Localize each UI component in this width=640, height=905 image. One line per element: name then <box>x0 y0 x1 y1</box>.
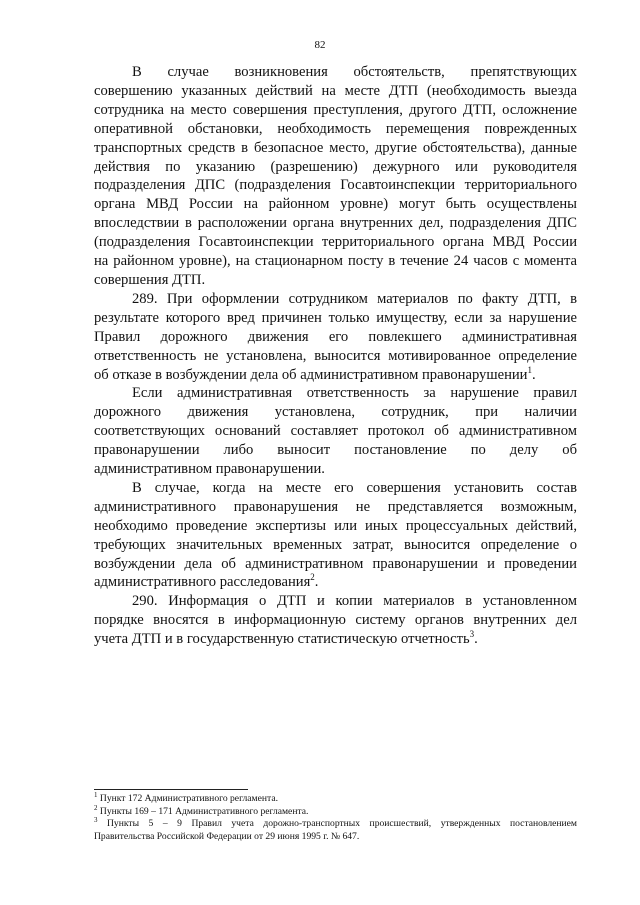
footnote-text: Пункт 172 Административного регламента. <box>97 793 278 804</box>
paragraph-line: действия по указанию (разрешению) дежурного или руководителя <box>94 158 577 175</box>
paragraph-line: транспортных средств в безопасное место, другие обстоятельства), данные <box>94 139 577 156</box>
paragraph-line: сотрудника на место совершения преступления, другого ДТП, осложнение <box>94 101 577 118</box>
paragraph-line: совершению указанных действий на месте ДТП (необходимость выезда <box>94 82 577 99</box>
paragraph-line: необходимо проведение экспертизы или иных процессуальных действий, <box>94 517 577 534</box>
paragraph-line: Правил дорожного движения его повлекшего административная <box>94 328 577 345</box>
paragraph-line-with-footnote <box>94 630 577 649</box>
footnote-reference-2[interactable]: 2 <box>310 573 315 583</box>
paragraph-line: Если административная ответственность за нарушение правил <box>132 385 577 402</box>
paragraph-line: дорожного движения установлена, сотрудник, при наличии <box>94 404 577 421</box>
paragraph-line: административном правонарушении. <box>94 461 325 478</box>
footnote-text: Пункты 5 – 9 Правил учета дорожно-транспортных происшествий, утвержденных постановлением <box>97 818 577 830</box>
paragraph-line-with-footnote <box>94 573 577 592</box>
paragraph-line: (подразделения Госавтоинспекции территориального органа МВД России <box>94 234 577 251</box>
sentence-end: . <box>314 574 319 591</box>
footnote-text: Пункты 169 – 171 Административного регламента. <box>97 805 309 817</box>
paragraph-line: порядке вносятся в информационную систему органов внутренних дел <box>94 612 577 629</box>
footnote-separator <box>94 789 248 790</box>
paragraph-290 <box>94 592 577 649</box>
footnote-1 <box>94 790 577 806</box>
paragraph-line: органа МВД России на районном уровне) могут быть осуществлены <box>94 196 577 213</box>
footnotes <box>94 790 577 843</box>
document-body <box>94 63 577 649</box>
paragraph-line: правонарушении либо выносит постановление по делу об <box>94 442 577 459</box>
paragraph-line: результате которого вред причинен только имуществу, если за нарушение <box>94 309 577 326</box>
footnote-3-continuation: Правительства Российской Федерации от 29 июня 1995 г. № 647. <box>94 830 360 842</box>
paragraph-line-text: учета ДТП и в государственную статистическую отчетность <box>94 631 470 648</box>
paragraph-line: административного правонарушения не представляется возможным, <box>94 498 577 515</box>
paragraph-line-text: об отказе в возбуждении дела об административном правонарушении <box>94 366 528 383</box>
paragraph-line: соответствующих оснований составляет протокол об административном <box>94 423 577 440</box>
footnote-mark: 2 <box>94 803 98 812</box>
paragraph-line: В случае возникновения обстоятельств, препятствующих <box>132 64 577 80</box>
footnote-3 <box>94 818 577 831</box>
paragraph-line: возбуждении дела об административном правонарушении и проведении <box>94 555 577 572</box>
paragraph-line: ответственность не установлена, выносится мотивированное определение <box>94 347 577 364</box>
paragraph-line: на районном уровне), на стационарном посту в течение 24 часов с момента <box>94 253 577 270</box>
paragraph-line: подразделения ДПС (подразделения Госавтоинспекции территориального <box>94 177 577 194</box>
paragraph-4 <box>94 479 577 592</box>
paragraph-line-with-footnote <box>94 366 577 385</box>
paragraph-line: оперативной обстановки, необходимость перемещения поврежденных <box>94 120 577 137</box>
paragraph-line-text: административного расследования <box>94 574 311 591</box>
footnote-reference-1[interactable]: 1 <box>527 365 532 375</box>
footnote-mark: 1 <box>94 790 98 799</box>
footnote-reference-3[interactable]: 3 <box>469 630 475 640</box>
paragraph-line: совершения ДТП. <box>94 271 206 288</box>
footnote-2 <box>94 803 577 819</box>
sentence-end: . <box>474 631 478 648</box>
paragraph-1 <box>94 63 577 290</box>
page-number: 82 <box>314 39 326 51</box>
paragraph-289 <box>94 290 577 385</box>
sentence-end: . <box>532 366 536 383</box>
paragraph-line: 289. При оформлении сотрудником материалов по факту ДТП, в <box>132 290 577 307</box>
paragraph-3 <box>94 384 577 479</box>
paragraph-line: В случае, когда на месте его совершения установить состав <box>132 479 577 496</box>
paragraph-line: 290. Информация о ДТП и копии материалов в установленном <box>132 593 577 610</box>
paragraph-line: требующих значительных временных затрат, выносится определение о <box>94 536 577 553</box>
paragraph-line: впоследствии в расположении органа внутренних дел, подразделения ДПС <box>94 215 577 232</box>
footnote-mark: 3 <box>94 816 98 824</box>
